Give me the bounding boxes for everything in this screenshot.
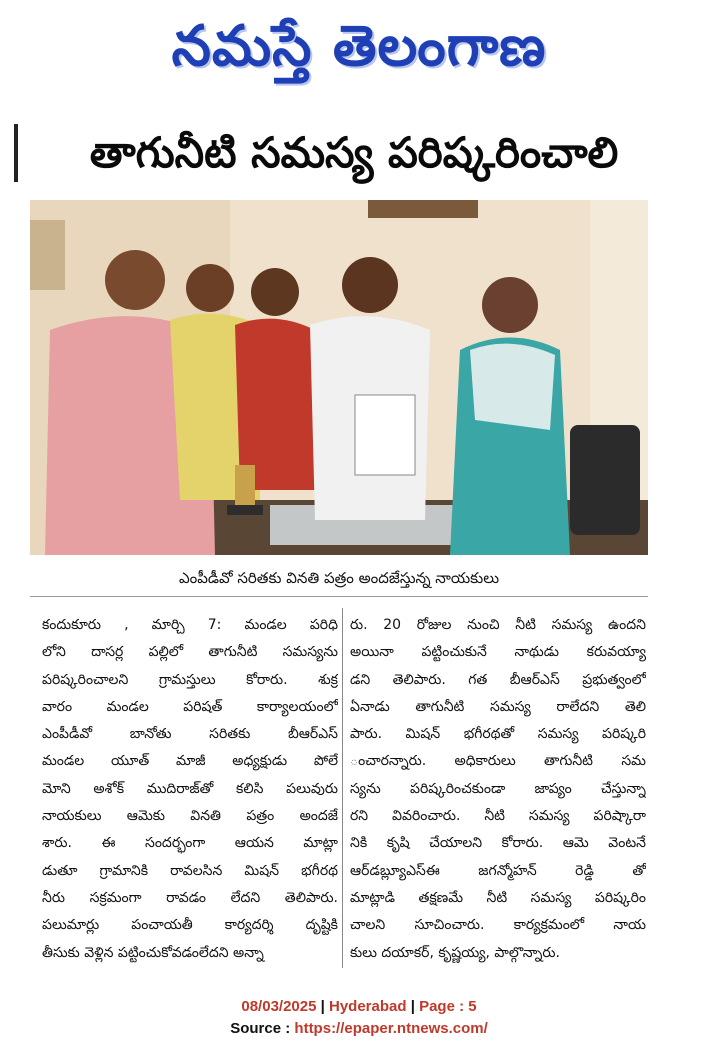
footer-page: Page : 5 bbox=[419, 998, 477, 1015]
article-line: ంచారన్నారు. అధికారులు తాగునీటి సమ bbox=[350, 753, 646, 770]
article-line: ఏనాడు తాగునీటి సమస్య రాలేదని తెలి bbox=[350, 698, 646, 715]
article-line: లోని దాసర్ల పల్లిలో తాగునీటి సమస్యను bbox=[42, 644, 338, 661]
article-column-left bbox=[42, 612, 338, 967]
article-column-right bbox=[350, 612, 646, 967]
article-line: పరిష్కరించాలని గ్రామస్తులు కోరారు. శుక్ర bbox=[42, 671, 338, 688]
caption-divider bbox=[30, 596, 648, 597]
footer-edition-line: 08/03/2025 | Hyderabad | Page : 5 bbox=[241, 998, 477, 1015]
article-line: నాయకులు ఆమెకు వినతి పత్రం అందజే bbox=[42, 808, 338, 825]
footer-date: 08/03/2025 bbox=[241, 998, 317, 1015]
article-line: శారు. ఈ సందర్భంగా ఆయన మాట్లా bbox=[42, 835, 338, 852]
article-line: తీసుకు వెళ్లిన పట్టించుకోవడంలేదని అన్నా bbox=[42, 944, 264, 961]
article-line: మోని అశోక్ ముదిరాజ్‌తో కలిసి పలువురు bbox=[42, 780, 338, 797]
article-line: ఆర్‌డబ్ల్యూఎస్ఈ జగన్మోహన్ రెడ్డి తో bbox=[350, 862, 646, 879]
headline-edge-bar bbox=[14, 124, 18, 182]
photo-caption: ఎంపీడీవో సరితకు వినతి పత్రం అందజేస్తున్న నాయకులు bbox=[178, 569, 500, 587]
article-line: డని తెలిపారు. గత బీఆర్ఎస్ ప్రభుత్వంలో bbox=[350, 671, 646, 688]
newspaper-masthead: నమస్తే తెలంగాణ bbox=[171, 13, 547, 79]
article-line: అయినా పట్టించుకునే నాథుడు కరువయ్యా bbox=[350, 644, 646, 661]
article-line: కులు దయాకర్, కృష్ణయ్య, పాల్గొన్నారు. bbox=[350, 944, 560, 961]
article-line: వారం మండల పరిషత్ కార్యాలయంలో bbox=[42, 698, 338, 715]
article-line: రని వివరించారు. నీటి సమస్య పరిష్కారా bbox=[350, 808, 646, 825]
article-line: మండల యూత్ మాజీ అధ్యక్షుడు పోలే bbox=[42, 753, 338, 770]
footer-city: Hyderabad bbox=[329, 998, 407, 1015]
article-line: ఎంపీడీవో బానోతు సరితకు బీఆర్ఎస్ bbox=[42, 726, 338, 743]
article-line: కందుకూరు , మార్చి 7: మండల పరిధి bbox=[42, 617, 338, 633]
article-headline: తాగునీటి సమస్య పరిష్కరించాలి bbox=[89, 128, 619, 177]
article-line: చాలని సూచించారు. కార్యక్రమంలో నాయ bbox=[350, 917, 646, 934]
article-line: పారు. మిషన్ భగీరథతో సమస్య పరిష్కరి bbox=[350, 726, 646, 743]
article-line: స్యను పరిష్కరించకుండా జాప్యం చేస్తున్నా bbox=[350, 780, 646, 797]
article-line: పలుమార్లు పంచాయతీ కార్యదర్శి దృష్టికి bbox=[42, 917, 338, 934]
news-photo bbox=[30, 200, 648, 555]
article-line: నీరు సక్రమంగా రావడం లేదని తెలిపారు. bbox=[42, 889, 338, 906]
footer-source-label: Source : bbox=[230, 1020, 295, 1037]
footer-source-line bbox=[0, 1020, 718, 1037]
article-line: రు. 20 రోజుల నుంచి నీటి సమస్య ఉందని bbox=[350, 617, 646, 633]
article-line: నికి కృషి చేయాలని కోరారు. ఆమె వెంటనే bbox=[350, 835, 646, 852]
column-divider bbox=[342, 608, 343, 968]
article-line: మాట్లాడి తక్షణమే నీటి సమస్య పరిష్కరిం bbox=[350, 889, 646, 906]
footer-source-link[interactable]: https://epaper.ntnews.com/ bbox=[294, 1020, 488, 1037]
article-line: డుతూ గ్రామానికి రావలసిన మిషన్ భగీరథ bbox=[42, 862, 338, 879]
